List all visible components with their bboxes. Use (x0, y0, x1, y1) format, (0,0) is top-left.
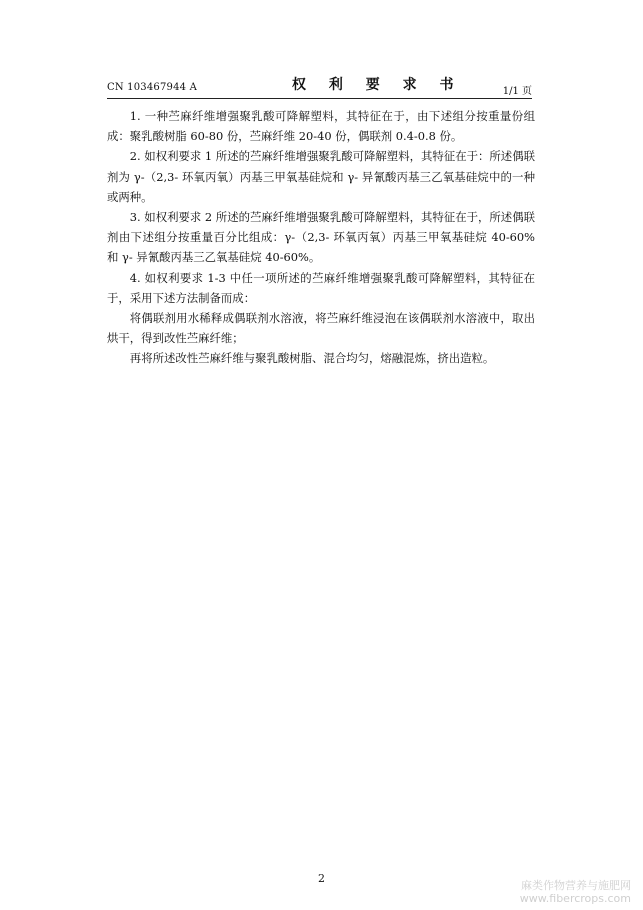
claim-3: 3. 如权利要求 2 所述的苎麻纤维增强聚乳酸可降解塑料，其特征在于，所述偶联剂由下述组分按重量百分比组成：γ-（2,3- 环氧丙氧）丙基三甲氧基硅烷 40-60% 和 γ- 异氰酸丙基三乙氧基硅烷 40-60%。 (107, 210, 535, 265)
document-title: 权 利 要 求 书 (292, 77, 463, 93)
claims-body (107, 106, 535, 369)
claim-4-step-1: 将偶联剂用水稀释成偶联剂水溶液，将苎麻纤维浸泡在该偶联剂水溶液中，取出烘干，得到改性苎麻纤维； (107, 311, 535, 346)
claim-1: 1. 一种苎麻纤维增强聚乳酸可降解塑料，其特征在于，由下述组分按重量份组成：聚乳酸树脂 60-80 份，苎麻纤维 20-40 份，偶联剂 0.4-0.8 份。 (107, 109, 535, 144)
page-header (107, 74, 532, 98)
page-count: 1/1 页 (502, 86, 532, 97)
watermark-line-2: www.fibercrops.com (519, 892, 631, 905)
claim-2: 2. 如权利要求 1 所述的苎麻纤维增强聚乳酸可降解塑料，其特征在于：所述偶联剂为 γ-（2,3- 环氧丙氧）丙基三甲氧基硅烷和 γ- 异氰酸丙基三乙氧基硅烷中的一种或两种。 (107, 149, 535, 204)
watermark (520, 879, 631, 905)
page-number: 2 (318, 872, 325, 885)
header-rule (107, 98, 532, 99)
claim-4: 4. 如权利要求 1-3 中任一项所述的苎麻纤维增强聚乳酸可降解塑料，其特征在于，采用下述方法制备而成： (107, 270, 535, 305)
publication-number: CN 103467944 A (107, 82, 198, 93)
watermark-line-1: 麻类作物营养与施肥网 (521, 879, 631, 892)
claim-4-step-2: 再将所述改性苎麻纤维与聚乳酸树脂、混合均匀，熔融混炼，挤出造粒。 (129, 351, 495, 366)
